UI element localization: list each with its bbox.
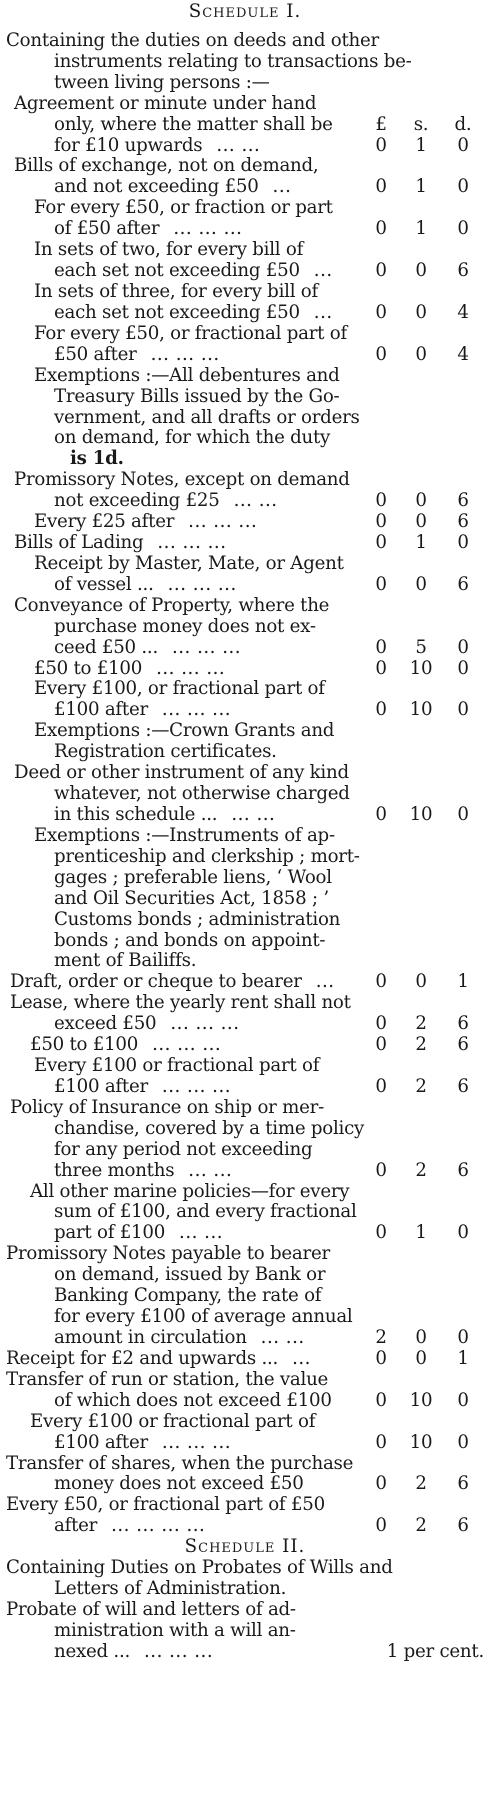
schedule-2-row: [0, 1558, 490, 1579]
line-text: of which does not exceed £100: [54, 1390, 332, 1411]
amount: [366, 512, 486, 533]
amount: [366, 219, 486, 240]
amount-pence: 6: [457, 1516, 469, 1537]
line-text: whatever, not otherwise charged: [54, 784, 350, 804]
schedule-1-row: [0, 1161, 490, 1182]
amount-pounds: 0: [375, 533, 387, 553]
line-text: Receipt for £2 and upwards ...: [6, 1348, 279, 1369]
leader-dots: ... ... ...: [171, 637, 242, 658]
schedule-1-row: [0, 1077, 490, 1098]
schedule-2-row: [0, 1600, 490, 1621]
amount: [366, 805, 486, 826]
schedule-1-row: [0, 282, 490, 303]
amount-shillings: 1: [415, 135, 427, 156]
line-text: sum of £100, and every fractional: [54, 1202, 357, 1223]
amount: [366, 533, 486, 554]
schedule-1-row: [0, 742, 490, 763]
line-text: instruments relating to transactions be-: [54, 51, 412, 72]
schedule-1-row: [0, 1014, 490, 1035]
schedule-1-row: [0, 951, 490, 972]
line-text: Policy of Insurance on ship or mer-: [10, 1097, 324, 1118]
leader-dots: ... ... ...: [161, 700, 232, 721]
line-text: for every £100 of average annual: [54, 1307, 353, 1327]
amount-pence: 6: [457, 1035, 469, 1056]
amount-shillings: 1: [415, 177, 427, 198]
amount: [366, 1161, 486, 1182]
leader-dots: ...: [272, 177, 292, 198]
amount-pounds: 0: [375, 658, 387, 679]
amount-shillings: 0: [415, 972, 427, 993]
line-text: Agreement or minute under hand: [14, 93, 317, 114]
leader-dots: ... ...: [216, 135, 261, 156]
amount-pence: 0: [457, 700, 469, 721]
schedule-1-row: [0, 470, 490, 491]
schedule-1-row: [0, 659, 490, 680]
line-text: In sets of two, for every bill of: [34, 240, 304, 261]
amount-shillings: 0: [415, 1328, 427, 1348]
amount-pounds: 0: [375, 1014, 387, 1035]
amount-pounds: 0: [375, 512, 387, 533]
leader-dots: ... ... ...: [157, 533, 227, 553]
line-text: Customs bonds ; administration: [54, 909, 341, 930]
line-text: Promissory Notes payable to bearer: [6, 1244, 330, 1265]
schedule-2-row: [0, 1621, 490, 1642]
amount: [366, 1077, 486, 1098]
amount: [366, 972, 486, 993]
amount-pounds: 0: [375, 1432, 387, 1453]
line-text: Lease, where the yearly rent shall not: [10, 993, 351, 1014]
schedule-1-row: [0, 784, 490, 805]
schedule-1-row: [0, 700, 490, 721]
schedule-1-row: [0, 847, 490, 868]
amount: [366, 345, 486, 366]
schedule-1-row: [0, 1182, 490, 1203]
schedule-intro-line: [0, 73, 490, 94]
amount-pence: 0: [457, 637, 469, 658]
line-text: Banking Company, the rate of: [54, 1286, 322, 1307]
line-text: in this schedule ...: [54, 805, 218, 825]
line-text: £100 after: [54, 1076, 148, 1097]
line-text: ceed £50 ...: [54, 637, 158, 658]
schedule-1-row: [0, 889, 490, 910]
amount-pounds: 0: [375, 135, 387, 156]
amount-pence: 0: [457, 177, 469, 198]
schedule-1-row: [0, 972, 490, 993]
line-text: amount in circulation: [54, 1328, 247, 1348]
schedule-1-row: [0, 554, 490, 575]
schedule-2-row: [0, 1579, 490, 1600]
schedule-1-row: [0, 1098, 490, 1119]
line-text: £100 after: [54, 700, 148, 721]
leader-dots: ... ... ...: [144, 1641, 214, 1662]
schedule-1-row: [0, 1035, 490, 1056]
amount-pence: 6: [457, 491, 469, 512]
schedule-1-row: [0, 115, 490, 136]
leader-dots: ... ... ...: [161, 1432, 232, 1453]
amount-pence: 0: [457, 533, 469, 553]
schedule-1-row: [0, 1307, 490, 1328]
leader-dots: ...: [292, 1348, 311, 1369]
schedule-1-row: [0, 1516, 490, 1537]
line-text: each set not exceeding £50: [54, 261, 300, 281]
line-text: For every £50, or fraction or part: [34, 198, 333, 219]
amount-shillings: 10: [409, 658, 433, 679]
schedule-1-row: [0, 993, 490, 1014]
amount-shillings: 0: [415, 491, 427, 512]
amount-pounds: 0: [375, 972, 387, 993]
line-text: Transfer of shares, when the purchase: [6, 1453, 354, 1474]
schedule-1-row: [0, 1474, 490, 1495]
line-text: Treasury Bills issued by the Go-: [54, 386, 340, 407]
line-text: vernment, and all drafts or orders: [54, 407, 360, 428]
schedule-1-row: [0, 1056, 490, 1077]
leader-dots: ... ... ...: [170, 1014, 240, 1035]
amount-pence: 6: [457, 261, 469, 281]
amount-pence: 0: [457, 1432, 469, 1453]
amount-shillings: 0: [415, 512, 427, 533]
amount-pounds: 0: [375, 177, 387, 198]
amount-pounds: 0: [375, 1474, 387, 1495]
line-text: £50 to £100: [34, 658, 143, 679]
column-header: £: [375, 114, 387, 135]
amount-pounds: 0: [375, 491, 387, 512]
line-text: Exemptions :—Crown Grants and: [34, 721, 335, 742]
schedule-intro-line: [0, 52, 490, 73]
line-text: bonds ; and bonds on appoint-: [54, 930, 326, 951]
line-text: Promissory Notes, except on demand: [14, 470, 350, 491]
amount-pence: 0: [457, 1223, 469, 1244]
leader-dots: ... ...: [231, 805, 276, 825]
schedule-1-row: [0, 868, 490, 889]
amount: [366, 1014, 486, 1035]
schedule-1-row: [0, 533, 490, 554]
leader-dots: ... ...: [233, 491, 278, 512]
amount: [366, 1223, 486, 1244]
line-text: Receipt by Master, Mate, or Agent: [34, 553, 344, 574]
line-text: is 1d.: [70, 449, 124, 470]
line-text: Probate of will and letters of ad-: [6, 1599, 296, 1620]
amount-shillings: 0: [415, 344, 427, 365]
amount-shillings: 10: [409, 1390, 433, 1411]
line-text: of £50 after: [54, 219, 160, 240]
schedule-title: Schedule II.: [184, 1537, 306, 1558]
amount-pounds: 0: [375, 1076, 387, 1097]
schedule-1-row: [0, 198, 490, 219]
line-text: £50 after: [54, 344, 137, 365]
schedule-1-row: [0, 1244, 490, 1265]
amount-shillings: 1: [415, 533, 427, 553]
amount: [366, 659, 486, 680]
line-text: Exemptions :—Instruments of ap-: [34, 825, 335, 846]
amount: [366, 575, 486, 596]
amount-pounds: 0: [375, 1516, 387, 1537]
amount-shillings: 2: [415, 1076, 427, 1097]
line-text: ministration with a will an-: [54, 1620, 296, 1641]
line-text: part of £100: [54, 1223, 166, 1244]
line-text: gages ; preferable liens, ‘ Wool: [54, 867, 332, 888]
schedule-1-row: [0, 1119, 490, 1140]
amount-shillings: 0: [415, 302, 427, 323]
line-text: of vessel ...: [54, 574, 154, 595]
line-text: £50 to £100: [30, 1035, 139, 1056]
amount-pence: 4: [457, 302, 469, 323]
amount-pence: 6: [457, 1160, 469, 1181]
schedule-1-row: [0, 826, 490, 847]
amount-pence: 0: [457, 135, 469, 156]
amount-pence: 1: [457, 972, 469, 993]
amount-pence: 1: [457, 1348, 469, 1369]
schedule-1-row: [0, 387, 490, 408]
schedule-1-row: [0, 1328, 490, 1349]
line-text: Exemptions :—All debentures and: [34, 365, 340, 386]
leader-dots: ... ... ...: [152, 1035, 222, 1056]
amount-pence: 0: [457, 658, 469, 679]
line-text: Every £100 or fractional part of: [30, 1411, 316, 1432]
line-text: on demand, issued by Bank or: [54, 1265, 326, 1286]
amount-pounds: 0: [375, 805, 387, 825]
amount-pounds: 0: [375, 1223, 387, 1244]
schedule-1-row: [0, 1370, 490, 1391]
line-text: three months: [54, 1160, 175, 1181]
schedule-1-row: [0, 1495, 490, 1516]
schedule-1-row: [0, 575, 490, 596]
amount-pence: 4: [457, 344, 469, 365]
line-text: only, where the matter shall be: [54, 114, 333, 135]
amount: [366, 1433, 486, 1454]
schedule-1-row: [0, 156, 490, 177]
amount-pounds: 0: [375, 1348, 387, 1369]
schedule-1-row: [0, 1202, 490, 1223]
line-text: £100 after: [54, 1432, 148, 1453]
amount: [366, 700, 486, 721]
line-text: each set not exceeding £50: [54, 302, 300, 323]
schedule-1-row: [0, 1391, 490, 1412]
line-text: Bills of exchange, not on demand,: [14, 156, 319, 177]
line-text: Conveyance of Property, where the: [14, 595, 330, 616]
leader-dots: ...: [313, 261, 333, 281]
amount-shillings: 2: [415, 1035, 427, 1056]
amount-pounds: 0: [375, 637, 387, 658]
line-text: purchase money does not ex-: [54, 616, 316, 637]
amount-shillings: 2: [415, 1160, 427, 1181]
schedule-1-row: [0, 219, 490, 240]
schedule-1-row: [0, 303, 490, 324]
line-text: tween living persons :—: [54, 72, 270, 93]
amount: [366, 1516, 486, 1537]
schedule-2-row: [0, 1642, 490, 1663]
amount-shillings: 0: [415, 261, 427, 281]
amount: [366, 177, 486, 198]
schedule-1-row: [0, 324, 490, 345]
amount-pence: 0: [457, 219, 469, 240]
schedule-1-row: [0, 1223, 490, 1244]
schedule-1-row: [0, 1433, 490, 1454]
leader-dots: ... ... ...: [167, 574, 237, 595]
amount: [366, 1328, 486, 1349]
line-text: Transfer of run or station, the value: [6, 1369, 329, 1390]
line-text: on demand, for which the duty: [54, 428, 331, 449]
schedule-1-row: [0, 1286, 490, 1307]
column-headers: [366, 115, 486, 136]
amount-pounds: 0: [375, 261, 387, 281]
amount-pence: 0: [457, 1328, 469, 1348]
schedule-1-row: [0, 261, 490, 282]
line-text: Letters of Administration.: [54, 1579, 287, 1599]
leader-dots: ... ...: [188, 1160, 233, 1181]
schedule-1-row: [0, 1412, 490, 1433]
amount-shillings: 10: [409, 805, 433, 825]
amount-pence: 0: [457, 805, 469, 825]
amount-pounds: 0: [375, 1035, 387, 1056]
schedule-1-row: [0, 638, 490, 659]
leader-dots: ... ...: [260, 1328, 305, 1348]
line-text: not exceeding £25: [54, 491, 220, 512]
leader-dots: ... ... ...: [150, 344, 220, 365]
line-text: Every £50, or fractional part of £50: [6, 1495, 325, 1516]
amount-pounds: 0: [375, 344, 387, 365]
amount: [366, 1474, 486, 1495]
amount-pence: 6: [457, 1474, 469, 1495]
amount-pounds: 0: [375, 574, 387, 595]
leader-dots: ... ...: [179, 1223, 224, 1244]
schedule-1-title: [0, 2, 490, 23]
line-text: for £10 upwards: [54, 135, 203, 156]
schedule-title: Schedule I.: [188, 2, 302, 22]
schedule-1-row: [0, 1454, 490, 1475]
amount-shillings: 10: [409, 1432, 433, 1453]
line-text: Deed or other instrument of any kind: [14, 763, 349, 784]
schedule-1-row: [0, 491, 490, 512]
schedule-1-row: [0, 345, 490, 366]
amount: [366, 491, 486, 512]
schedule-1-row: [0, 512, 490, 533]
amount-shillings: 2: [415, 1516, 427, 1537]
amount-pence: 6: [457, 512, 469, 533]
schedule-1-row: [0, 408, 490, 429]
leader-dots: ...: [315, 972, 335, 993]
line-text: Containing the duties on deeds and other: [6, 30, 379, 51]
schedule-1-row: [0, 721, 490, 742]
schedule-1-row: [0, 428, 490, 449]
amount-shillings: 2: [415, 1014, 427, 1035]
leader-dots: ... ... ...: [161, 1076, 232, 1097]
line-text: Bills of Lading: [14, 533, 144, 553]
line-text: Every £100 or fractional part of: [34, 1056, 320, 1076]
duty-rate: 1 per cent.: [386, 1641, 484, 1662]
leader-dots: ... ... ... ...: [111, 1516, 206, 1537]
schedule-1-row: [0, 1140, 490, 1161]
line-text: and Oil Securities Act, 1858 ; ’: [54, 888, 329, 909]
amount-pence: 6: [457, 1014, 469, 1035]
line-text: ment of Bailiffs.: [54, 951, 197, 972]
schedule-1-row: [0, 136, 490, 157]
line-text: exceed £50: [54, 1014, 157, 1035]
schedule-1-row: [0, 931, 490, 952]
line-text: For every £50, or fractional part of: [34, 323, 347, 344]
line-text: Every £100, or fractional part of: [34, 679, 325, 700]
leader-dots: ... ... ...: [173, 219, 243, 240]
column-header: s.: [413, 114, 429, 135]
line-text: Every £25 after: [34, 512, 175, 533]
line-text: In sets of three, for every bill of: [34, 282, 318, 302]
schedule-intro-line: [0, 31, 490, 52]
amount-pence: 6: [457, 574, 469, 595]
leader-dots: ...: [313, 302, 333, 323]
schedule-1-row: [0, 805, 490, 826]
schedule-1-row: [0, 1349, 490, 1370]
line-text: Containing Duties on Probates of Wills and: [6, 1558, 393, 1579]
schedule-1-row: [0, 449, 490, 470]
line-text: Registration certificates.: [54, 742, 277, 763]
line-text: money does not exceed £50: [54, 1474, 304, 1495]
amount-pence: 0: [457, 1390, 469, 1411]
amount-shillings: 1: [415, 1223, 427, 1244]
schedule-1-row: [0, 763, 490, 784]
amount-pounds: 0: [375, 219, 387, 240]
schedule-1-row: [0, 617, 490, 638]
amount-shillings: 1: [415, 219, 427, 240]
schedule-2-title: [0, 1537, 490, 1558]
column-header: d.: [454, 114, 472, 135]
leader-dots: ... ... ...: [156, 658, 226, 679]
amount-pounds: 0: [375, 700, 387, 721]
amount: [366, 1349, 486, 1370]
amount-pounds: 0: [375, 1160, 387, 1181]
amount: [366, 638, 486, 659]
schedule-1-row: [0, 910, 490, 931]
schedule-1-row: [0, 596, 490, 617]
amount-shillings: 2: [415, 1474, 427, 1495]
amount-pounds: 0: [375, 302, 387, 323]
schedule-1-row: [0, 177, 490, 198]
line-text: and not exceeding £50: [54, 177, 259, 198]
schedule-1-row: [0, 366, 490, 387]
line-text: Draft, order or cheque to bearer: [10, 972, 302, 993]
amount-shillings: 10: [409, 700, 433, 721]
leader-dots: ... ... ...: [188, 512, 258, 533]
amount: [366, 1035, 486, 1056]
amount: [366, 1391, 486, 1412]
amount-pounds: 2: [375, 1328, 387, 1348]
line-text: prenticeship and clerkship ; mort-: [54, 846, 360, 867]
amount-shillings: 0: [415, 1348, 427, 1369]
line-text: for any period not exceeding: [54, 1139, 313, 1160]
amount: [366, 303, 486, 324]
schedule-1-row: [0, 1265, 490, 1286]
amount: [366, 261, 486, 282]
amount-shillings: 5: [415, 637, 427, 658]
schedule-1-row: [0, 94, 490, 115]
line-text: nexed ...: [54, 1641, 131, 1662]
line-text: after: [54, 1516, 98, 1537]
amount-pence: 6: [457, 1076, 469, 1097]
schedule-1-row: [0, 240, 490, 261]
schedule-1-row: [0, 679, 490, 700]
amount-shillings: 0: [415, 574, 427, 595]
line-text: All other marine policies—for every: [30, 1181, 350, 1202]
amount: [366, 136, 486, 157]
amount-pounds: 0: [375, 1390, 387, 1411]
line-text: chandise, covered by a time policy: [54, 1118, 365, 1139]
